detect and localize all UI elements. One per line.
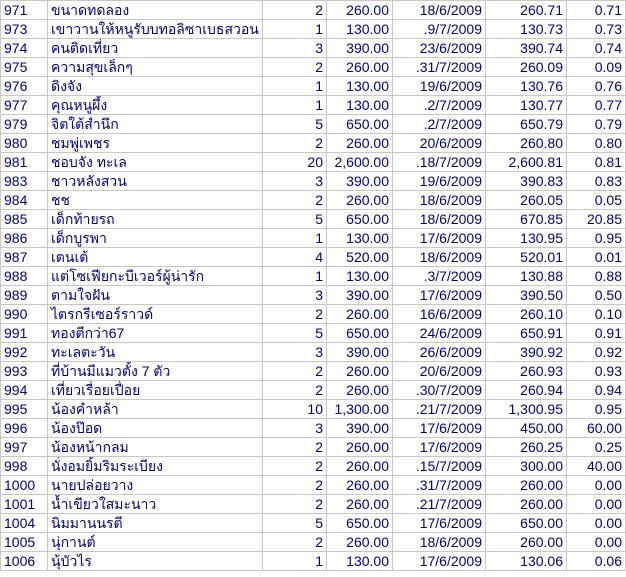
cell-date[interactable]: 20/6/2009 <box>393 134 486 153</box>
cell-difference[interactable]: 0.94 <box>567 381 626 400</box>
cell-total[interactable]: 260.94 <box>486 381 567 400</box>
cell-difference[interactable]: 0.25 <box>567 438 626 457</box>
cell-difference[interactable]: 0.93 <box>567 362 626 381</box>
cell-difference[interactable]: 0.79 <box>567 115 626 134</box>
cell-difference[interactable]: 0.00 <box>567 514 626 533</box>
cell-date[interactable]: 18/6/2009 <box>393 533 486 552</box>
table-row <box>1 134 626 153</box>
cell-id[interactable]: 993 <box>1 362 48 381</box>
cell-id[interactable]: 990 <box>1 305 48 324</box>
cell-total[interactable]: 650.79 <box>486 115 567 134</box>
cell-date[interactable]: 19/6/2009 <box>393 77 486 96</box>
cell-quantity[interactable]: 2 <box>263 1 327 20</box>
cell-difference[interactable]: 0.71 <box>567 1 626 20</box>
cell-difference[interactable]: 0.81 <box>567 153 626 172</box>
cell-amount[interactable]: 260.00 <box>327 305 393 324</box>
table-row <box>1 438 626 457</box>
cell-name[interactable]: น้ำเขียวใสมะนาว <box>48 495 263 514</box>
cell-name[interactable]: แต่โซเฟียกะบีเวอร์ผู้น่ารัก <box>48 267 263 286</box>
table-row <box>1 1 626 20</box>
cell-difference[interactable]: 0.06 <box>567 552 626 571</box>
cell-name[interactable]: ชอบจัง ทะเล <box>48 153 263 172</box>
cell-name[interactable]: ทองตีกว่า67 <box>48 324 263 343</box>
table-row <box>1 533 626 552</box>
table-row <box>1 305 626 324</box>
cell-id[interactable]: 995 <box>1 400 48 419</box>
cell-name[interactable]: ความสุขเล็กๆ <box>48 58 263 77</box>
cell-name[interactable]: ดิงจัง <box>48 77 263 96</box>
spreadsheet-body <box>1 1 626 571</box>
cell-id[interactable]: 1006 <box>1 552 48 571</box>
cell-quantity[interactable]: 2 <box>263 305 327 324</box>
cell-total[interactable]: 130.73 <box>486 20 567 39</box>
cell-quantity[interactable]: 3 <box>263 343 327 362</box>
table-row <box>1 96 626 115</box>
cell-date[interactable]: 17/6/2009 <box>393 438 486 457</box>
cell-amount[interactable]: 1,300.00 <box>327 400 393 419</box>
cell-difference[interactable]: 0.95 <box>567 229 626 248</box>
cell-date[interactable]: 17/6/2009 <box>393 419 486 438</box>
cell-id[interactable]: 971 <box>1 1 48 20</box>
cell-difference[interactable]: 0.80 <box>567 134 626 153</box>
cell-amount[interactable]: 260.00 <box>327 438 393 457</box>
cell-difference[interactable]: 0.88 <box>567 267 626 286</box>
table-row <box>1 210 626 229</box>
cell-id[interactable]: 991 <box>1 324 48 343</box>
table-row <box>1 400 626 419</box>
cell-amount[interactable]: 390.00 <box>327 172 393 191</box>
cell-difference[interactable]: 0.00 <box>567 495 626 514</box>
cell-quantity[interactable]: 2 <box>263 457 327 476</box>
table-row <box>1 457 626 476</box>
cell-date[interactable]: 23/6/2009 <box>393 39 486 58</box>
cell-amount[interactable]: 260.00 <box>327 457 393 476</box>
cell-date[interactable]: .2/7/2009 <box>393 115 486 134</box>
cell-date[interactable]: 18/6/2009 <box>393 210 486 229</box>
cell-total[interactable]: 260.09 <box>486 58 567 77</box>
cell-amount[interactable]: 650.00 <box>327 115 393 134</box>
cell-amount[interactable]: 260.00 <box>327 495 393 514</box>
cell-amount[interactable]: 260.00 <box>327 58 393 77</box>
cell-date[interactable]: 18/6/2009 <box>393 1 486 20</box>
cell-total[interactable]: 260.00 <box>486 476 567 495</box>
cell-amount[interactable]: 650.00 <box>327 514 393 533</box>
table-row <box>1 324 626 343</box>
cell-date[interactable]: .21/7/2009 <box>393 495 486 514</box>
cell-quantity[interactable]: 2 <box>263 533 327 552</box>
table-row <box>1 115 626 134</box>
table-row <box>1 552 626 571</box>
cell-id[interactable]: 989 <box>1 286 48 305</box>
cell-quantity[interactable]: 2 <box>263 362 327 381</box>
cell-total[interactable]: 520.01 <box>486 248 567 267</box>
cell-id[interactable]: 986 <box>1 229 48 248</box>
cell-date[interactable]: 19/6/2009 <box>393 172 486 191</box>
cell-name[interactable]: เขาวานให้หนูรับบทอลิซาเบธสวอน <box>48 20 263 39</box>
cell-name[interactable]: นายปล่อยวาง <box>48 476 263 495</box>
cell-id[interactable]: 1004 <box>1 514 48 533</box>
cell-date[interactable]: 17/6/2009 <box>393 286 486 305</box>
cell-amount[interactable]: 650.00 <box>327 210 393 229</box>
cell-date[interactable]: 17/6/2009 <box>393 514 486 533</box>
cell-total[interactable]: 260.71 <box>486 1 567 20</box>
cell-difference[interactable]: 0.05 <box>567 191 626 210</box>
cell-name[interactable]: น้องป๊อด <box>48 419 263 438</box>
cell-name[interactable]: เด็กบูรพา <box>48 229 263 248</box>
cell-total[interactable]: 300.00 <box>486 457 567 476</box>
cell-total[interactable]: 130.88 <box>486 267 567 286</box>
cell-name[interactable]: เตนเต้ <box>48 248 263 267</box>
cell-difference[interactable]: 0.50 <box>567 286 626 305</box>
cell-name[interactable]: ไตรกรีเซอร์ราวด์ <box>48 305 263 324</box>
cell-name[interactable]: คนติดเที่ยว <box>48 39 263 58</box>
cell-date[interactable]: 20/6/2009 <box>393 362 486 381</box>
cell-date[interactable]: 16/6/2009 <box>393 305 486 324</box>
table-row <box>1 362 626 381</box>
cell-id[interactable]: 992 <box>1 343 48 362</box>
cell-amount[interactable]: 260.00 <box>327 362 393 381</box>
cell-quantity[interactable]: 3 <box>263 286 327 305</box>
cell-date[interactable]: .15/7/2009 <box>393 457 486 476</box>
cell-difference[interactable]: 0.00 <box>567 533 626 552</box>
cell-amount[interactable]: 260.00 <box>327 191 393 210</box>
cell-total[interactable]: 650.00 <box>486 514 567 533</box>
cell-quantity[interactable]: 5 <box>263 514 327 533</box>
cell-date[interactable]: 26/6/2009 <box>393 343 486 362</box>
cell-id[interactable]: 985 <box>1 210 48 229</box>
table-row <box>1 514 626 533</box>
cell-total[interactable]: 260.00 <box>486 533 567 552</box>
cell-amount[interactable]: 2,600.00 <box>327 153 393 172</box>
cell-id[interactable]: 983 <box>1 172 48 191</box>
cell-difference[interactable]: 0.83 <box>567 172 626 191</box>
cell-name[interactable]: ทะเลตะวัน <box>48 343 263 362</box>
cell-amount[interactable]: 260.00 <box>327 533 393 552</box>
cell-quantity[interactable]: 2 <box>263 495 327 514</box>
cell-quantity[interactable]: 1 <box>263 96 327 115</box>
cell-amount[interactable]: 650.00 <box>327 324 393 343</box>
cell-difference[interactable]: 20.85 <box>567 210 626 229</box>
table-row <box>1 153 626 172</box>
cell-date[interactable]: 17/6/2009 <box>393 229 486 248</box>
cell-difference[interactable]: 0.92 <box>567 343 626 362</box>
table-row <box>1 191 626 210</box>
table-row <box>1 343 626 362</box>
cell-difference[interactable]: 0.09 <box>567 58 626 77</box>
cell-quantity[interactable]: 2 <box>263 438 327 457</box>
cell-id[interactable]: 979 <box>1 115 48 134</box>
cell-quantity[interactable]: 3 <box>263 172 327 191</box>
table-row <box>1 229 626 248</box>
cell-quantity[interactable]: 2 <box>263 134 327 153</box>
table-row <box>1 20 626 39</box>
cell-quantity[interactable]: 2 <box>263 191 327 210</box>
cell-total[interactable]: 450.00 <box>486 419 567 438</box>
cell-date[interactable]: 18/6/2009 <box>393 191 486 210</box>
cell-quantity[interactable]: 2 <box>263 476 327 495</box>
cell-difference[interactable]: 0.77 <box>567 96 626 115</box>
cell-total[interactable]: 2,600.81 <box>486 153 567 172</box>
cell-amount[interactable]: 260.00 <box>327 381 393 400</box>
table-row <box>1 172 626 191</box>
cell-total[interactable]: 1,300.95 <box>486 400 567 419</box>
cell-name[interactable]: คุณหนูผึ้ง <box>48 96 263 115</box>
cell-name[interactable]: น้องคำหล้า <box>48 400 263 419</box>
cell-amount[interactable]: 260.00 <box>327 134 393 153</box>
table-row <box>1 419 626 438</box>
table-row <box>1 267 626 286</box>
cell-name[interactable]: นิมมานนรตี <box>48 514 263 533</box>
cell-name[interactable]: ขนาดทดลอง <box>48 1 263 20</box>
cell-quantity[interactable]: 3 <box>263 419 327 438</box>
cell-total[interactable]: 130.06 <box>486 552 567 571</box>
cell-total[interactable]: 390.50 <box>486 286 567 305</box>
cell-total[interactable]: 390.74 <box>486 39 567 58</box>
cell-total[interactable]: 260.25 <box>486 438 567 457</box>
cell-id[interactable]: 977 <box>1 96 48 115</box>
cell-amount[interactable]: 130.00 <box>327 77 393 96</box>
cell-date[interactable]: .31/7/2009 <box>393 58 486 77</box>
cell-amount[interactable]: 130.00 <box>327 229 393 248</box>
cell-total[interactable]: 260.05 <box>486 191 567 210</box>
cell-quantity[interactable]: 20 <box>263 153 327 172</box>
cell-date[interactable]: .9/7/2009 <box>393 20 486 39</box>
cell-difference[interactable]: 0.76 <box>567 77 626 96</box>
cell-id[interactable]: 988 <box>1 267 48 286</box>
cell-total[interactable]: 670.85 <box>486 210 567 229</box>
cell-difference[interactable]: 0.00 <box>567 476 626 495</box>
cell-quantity[interactable]: 1 <box>263 229 327 248</box>
cell-name[interactable]: ชาวหลังสวน <box>48 172 263 191</box>
cell-difference[interactable]: 40.00 <box>567 457 626 476</box>
cell-amount[interactable]: 390.00 <box>327 419 393 438</box>
cell-date[interactable]: .21/7/2009 <box>393 400 486 419</box>
cell-total[interactable]: 260.10 <box>486 305 567 324</box>
cell-id[interactable]: 998 <box>1 457 48 476</box>
cell-id[interactable]: 973 <box>1 20 48 39</box>
cell-total[interactable]: 650.91 <box>486 324 567 343</box>
cell-name[interactable]: ตามใจฝัน <box>48 286 263 305</box>
cell-amount[interactable]: 130.00 <box>327 552 393 571</box>
cell-date[interactable]: .3/7/2009 <box>393 267 486 286</box>
table-row <box>1 77 626 96</box>
cell-total[interactable]: 390.83 <box>486 172 567 191</box>
cell-name[interactable]: ที่บ้านมีแมวตั้ง 7 ตัว <box>48 362 263 381</box>
table-row <box>1 381 626 400</box>
cell-quantity[interactable]: 1 <box>263 267 327 286</box>
cell-date[interactable]: .30/7/2009 <box>393 381 486 400</box>
cell-amount[interactable]: 390.00 <box>327 343 393 362</box>
table-row <box>1 248 626 267</box>
cell-id[interactable]: 987 <box>1 248 48 267</box>
cell-total[interactable]: 130.76 <box>486 77 567 96</box>
table-row <box>1 286 626 305</box>
cell-difference[interactable]: 0.10 <box>567 305 626 324</box>
cell-difference[interactable]: 0.95 <box>567 400 626 419</box>
cell-name[interactable]: เที่ยวเรื่อยเปื่อย <box>48 381 263 400</box>
cell-name[interactable]: จิตใต้สำนึก <box>48 115 263 134</box>
cell-total[interactable]: 260.80 <box>486 134 567 153</box>
cell-date[interactable]: 17/6/2009 <box>393 552 486 571</box>
cell-quantity[interactable]: 4 <box>263 248 327 267</box>
cell-id[interactable]: 1000 <box>1 476 48 495</box>
cell-quantity[interactable]: 2 <box>263 58 327 77</box>
cell-date[interactable]: .31/7/2009 <box>393 476 486 495</box>
cell-name[interactable]: นุ่กานต์ <box>48 533 263 552</box>
cell-difference[interactable]: 0.74 <box>567 39 626 58</box>
cell-id[interactable]: 975 <box>1 58 48 77</box>
cell-name[interactable]: นุ้บัวไร <box>48 552 263 571</box>
cell-id[interactable]: 974 <box>1 39 48 58</box>
cell-quantity[interactable]: 1 <box>263 552 327 571</box>
cell-date[interactable]: 18/6/2009 <box>393 248 486 267</box>
cell-total[interactable]: 390.92 <box>486 343 567 362</box>
cell-total[interactable]: 130.95 <box>486 229 567 248</box>
cell-name[interactable]: น้องหน้ากลม <box>48 438 263 457</box>
cell-amount[interactable]: 260.00 <box>327 476 393 495</box>
cell-id[interactable]: 984 <box>1 191 48 210</box>
cell-amount[interactable]: 390.00 <box>327 39 393 58</box>
cell-id[interactable]: 997 <box>1 438 48 457</box>
cell-amount[interactable]: 390.00 <box>327 286 393 305</box>
cell-amount[interactable]: 130.00 <box>327 267 393 286</box>
cell-amount[interactable]: 520.00 <box>327 248 393 267</box>
cell-quantity[interactable]: 5 <box>263 324 327 343</box>
cell-quantity[interactable]: 2 <box>263 381 327 400</box>
cell-quantity[interactable]: 5 <box>263 115 327 134</box>
cell-difference[interactable]: 0.73 <box>567 20 626 39</box>
cell-difference[interactable]: 60.00 <box>567 419 626 438</box>
cell-id[interactable]: 980 <box>1 134 48 153</box>
cell-total[interactable]: 130.77 <box>486 96 567 115</box>
cell-quantity[interactable]: 1 <box>263 77 327 96</box>
cell-name[interactable]: เด็กท้ายรถ <box>48 210 263 229</box>
cell-name[interactable]: ชช <box>48 191 263 210</box>
cell-id[interactable]: 976 <box>1 77 48 96</box>
cell-id[interactable]: 994 <box>1 381 48 400</box>
cell-total[interactable]: 260.93 <box>486 362 567 381</box>
table-row <box>1 39 626 58</box>
cell-difference[interactable]: 0.01 <box>567 248 626 267</box>
cell-amount[interactable]: 130.00 <box>327 96 393 115</box>
cell-quantity[interactable]: 10 <box>263 400 327 419</box>
cell-date[interactable]: 24/6/2009 <box>393 324 486 343</box>
cell-id[interactable]: 1005 <box>1 533 48 552</box>
cell-name[interactable]: ชมพู่เพชร <box>48 134 263 153</box>
cell-amount[interactable]: 130.00 <box>327 20 393 39</box>
cell-quantity[interactable]: 1 <box>263 20 327 39</box>
table-row <box>1 476 626 495</box>
cell-id[interactable]: 1001 <box>1 495 48 514</box>
table-row <box>1 495 626 514</box>
cell-quantity[interactable]: 5 <box>263 210 327 229</box>
cell-difference[interactable]: 0.91 <box>567 324 626 343</box>
cell-id[interactable]: 981 <box>1 153 48 172</box>
cell-id[interactable]: 996 <box>1 419 48 438</box>
cell-total[interactable]: 260.00 <box>486 495 567 514</box>
cell-date[interactable]: .2/7/2009 <box>393 96 486 115</box>
cell-name[interactable]: นั่งอมยิ้มริมระเบียง <box>48 457 263 476</box>
cell-quantity[interactable]: 3 <box>263 39 327 58</box>
cell-amount[interactable]: 260.00 <box>327 1 393 20</box>
table-row <box>1 58 626 77</box>
cell-date[interactable]: .18/7/2009 <box>393 153 486 172</box>
